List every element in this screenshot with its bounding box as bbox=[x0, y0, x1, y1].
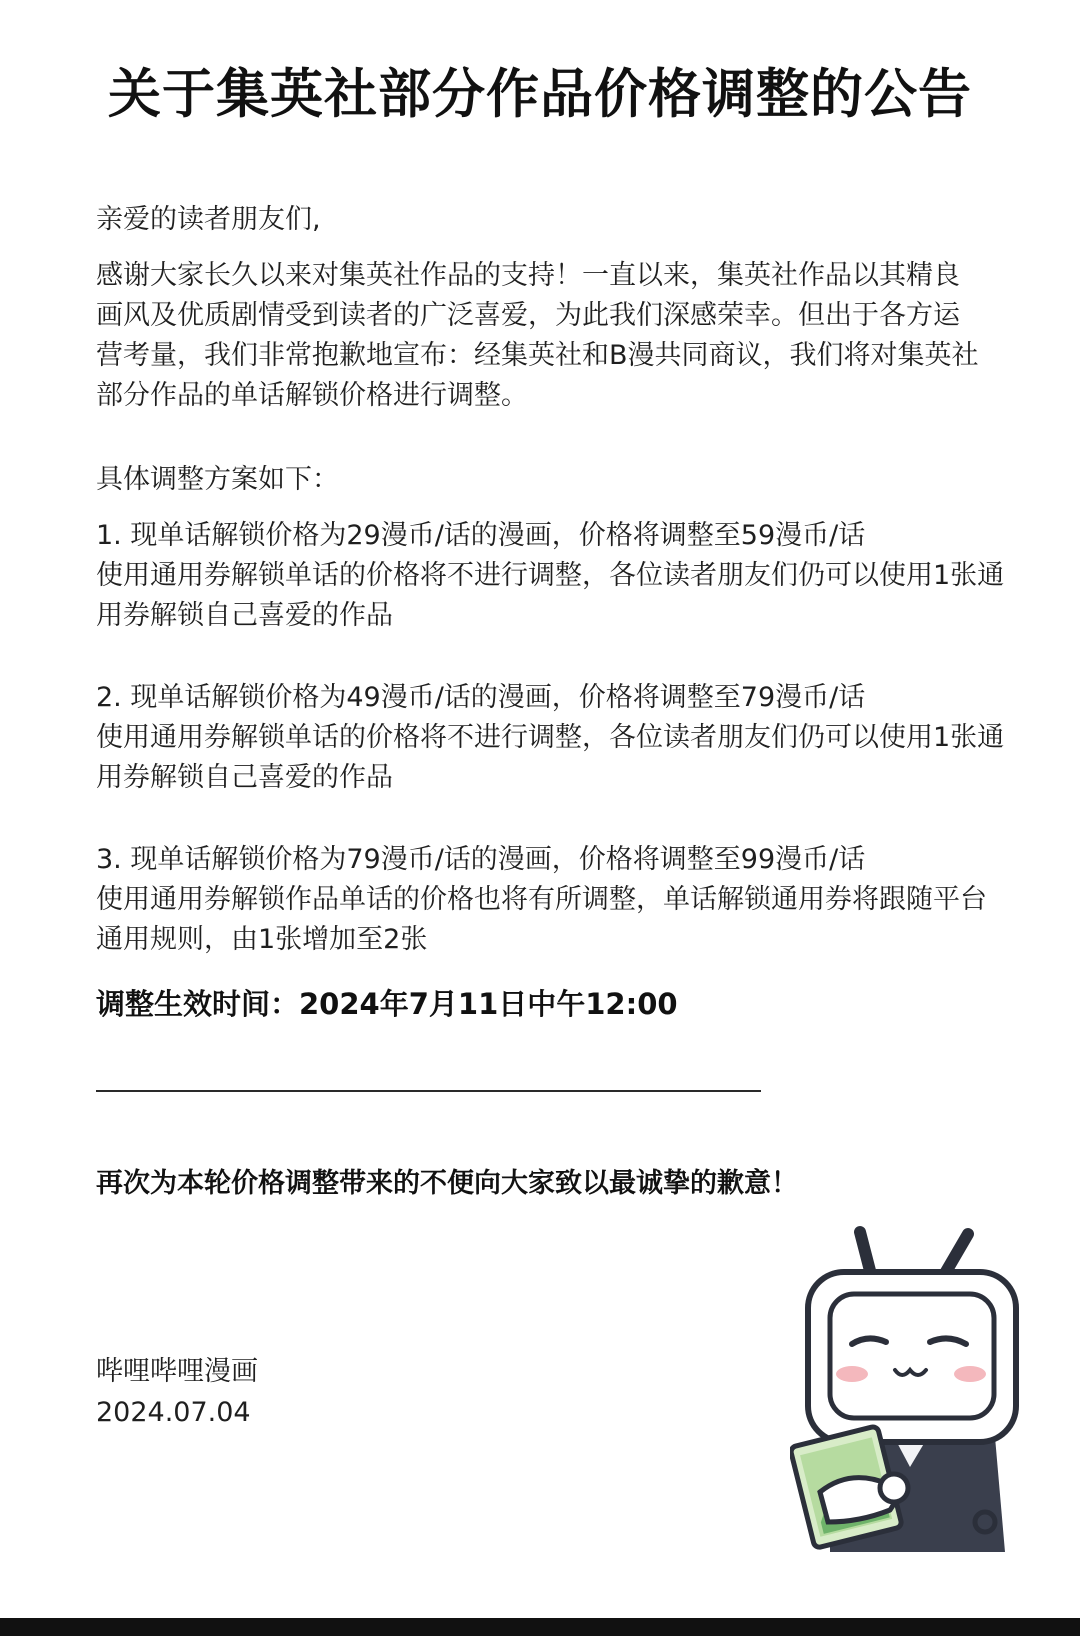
plan-coupon-note: 通用规则，由1张增加至2张 bbox=[96, 924, 428, 955]
plan-heading: 具体调整方案如下： bbox=[96, 464, 339, 495]
announcement-title: 关于集英社部分作品价格调整的公告 bbox=[108, 64, 972, 125]
plan-coupon-note: 用券解锁自己喜爱的作品 bbox=[96, 762, 393, 793]
intro-line: 部分作品的单话解锁价格进行调整。 bbox=[96, 380, 528, 411]
plan-coupon-note: 使用通用券解锁单话的价格将不进行调整，各位读者朋友们仍可以使用1张通 bbox=[96, 722, 1005, 753]
greeting: 亲爱的读者朋友们, bbox=[96, 204, 321, 235]
apology-text: 再次为本轮价格调整带来的不便向大家致以最诚挚的歉意！ bbox=[96, 1168, 798, 1199]
announcement-date: 2024.07.04 bbox=[96, 1397, 251, 1428]
divider bbox=[96, 1090, 761, 1092]
plan-coupon-note: 使用通用券解锁作品单话的价格也将有所调整，单话解锁通用券将跟随平台 bbox=[96, 884, 987, 915]
signature: 哔哩哔哩漫画 bbox=[96, 1356, 258, 1387]
effective-time: 调整生效时间：2024年7月11日中午12:00 bbox=[96, 987, 678, 1021]
plan-price-change: 1. 现单话解锁价格为29漫币/话的漫画，价格将调整至59漫币/话 bbox=[96, 520, 866, 551]
intro-line: 感谢大家长久以来对集英社作品的支持！一直以来，集英社作品以其精良 bbox=[96, 260, 960, 291]
plan-price-change: 3. 现单话解锁价格为79漫币/话的漫画，价格将调整至99漫币/话 bbox=[96, 844, 866, 875]
bottom-edge-bar bbox=[0, 1618, 1080, 1636]
plan-coupon-note: 使用通用券解锁单话的价格将不进行调整，各位读者朋友们仍可以使用1张通 bbox=[96, 560, 1005, 591]
plan-price-change: 2. 现单话解锁价格为49漫币/话的漫画，价格将调整至79漫币/话 bbox=[96, 682, 866, 713]
intro-line: 画风及优质剧情受到读者的广泛喜爱，为此我们深感荣幸。但出于各方运 bbox=[96, 300, 960, 331]
bilibili-mascot-icon bbox=[790, 1222, 1050, 1552]
plan-coupon-note: 用券解锁自己喜爱的作品 bbox=[96, 600, 393, 631]
intro-line: 营考量，我们非常抱歉地宣布：经集英社和B漫共同商议，我们将对集英社 bbox=[96, 340, 979, 371]
